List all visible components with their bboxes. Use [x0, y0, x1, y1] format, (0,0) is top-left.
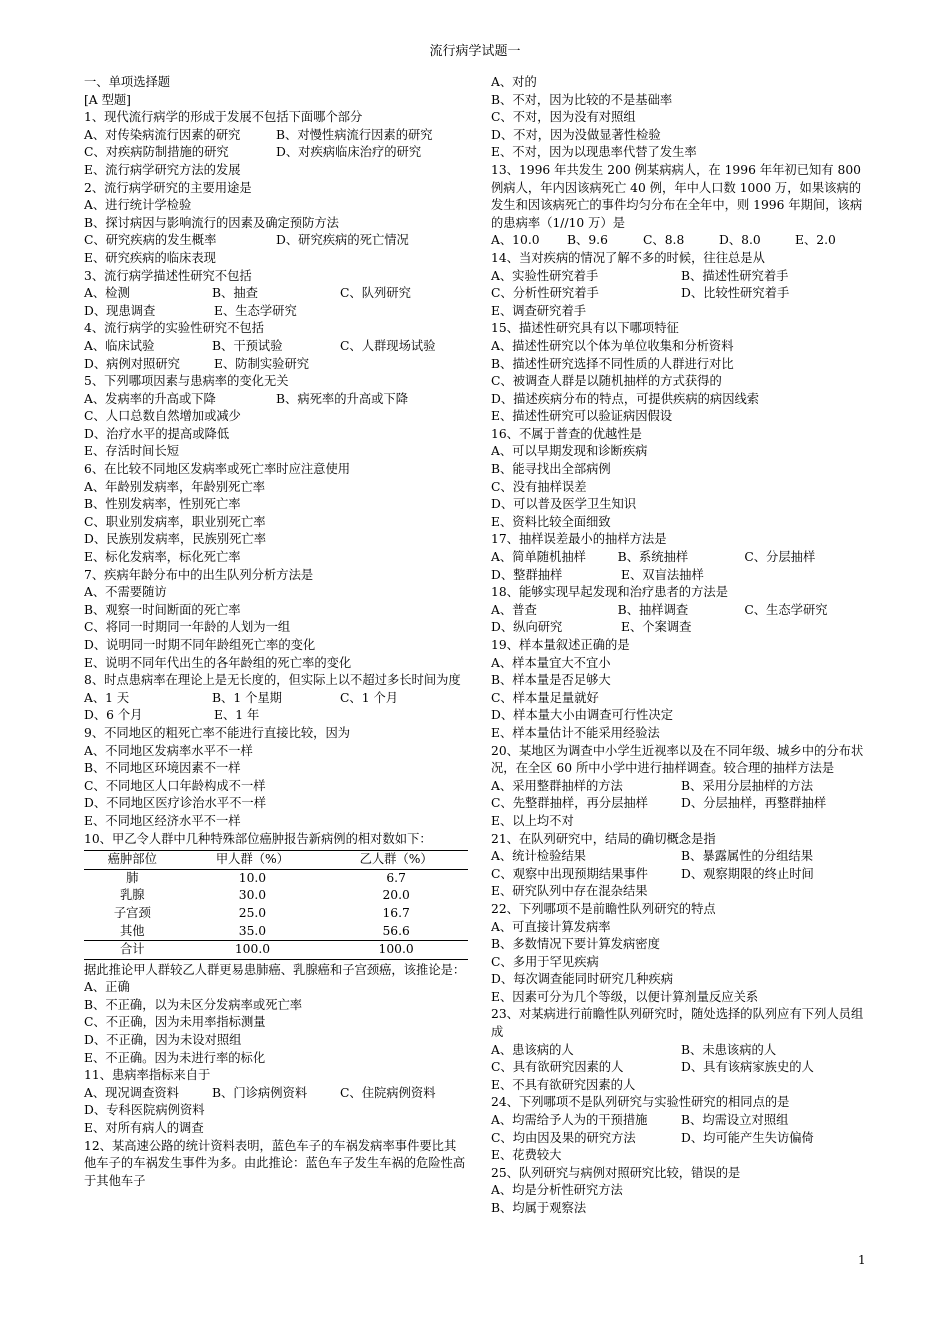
option: A、1 天 [84, 690, 130, 705]
table-cell: 100.0 [181, 941, 325, 960]
option: C、将同一时期同一年龄的人划为一组 [84, 620, 291, 635]
question-21: 21、在队列研究中，结局的确切概念是指 [491, 831, 716, 846]
option: A、现况调查资料 [84, 1085, 179, 1100]
option: E、资料比较全面细致 [491, 514, 611, 529]
option: C、人群现场试验 [340, 338, 436, 353]
option: E、防制实验研究 [214, 356, 310, 371]
option: D、治疗水平的提高或降低 [84, 426, 230, 441]
option: C、多用于罕见疾病 [491, 954, 599, 969]
table-cell: 6.7 [386, 870, 406, 885]
option: A、临床试验 [84, 338, 155, 353]
option: E、研究疾病的临床表现 [84, 250, 216, 265]
option: E、双盲法抽样 [621, 567, 704, 582]
option: B、门诊病例资料 [212, 1085, 308, 1100]
option: E、2.0 [795, 233, 836, 248]
option: D、说明同一时期不同年龄组死亡率的变化 [84, 638, 316, 652]
option: D、病例对照研究 [84, 356, 180, 371]
question-22: 22、下列哪项不是前瞻性队列研究的特点 [491, 901, 716, 916]
option: E、对所有病人的调查 [84, 1121, 204, 1136]
option: C、研究疾病的发生概率 [84, 233, 217, 248]
option: C、住院病例资料 [340, 1085, 436, 1100]
option: B、性别发病率，性别死亡率 [84, 497, 241, 512]
question-7: 7、疾病年龄分布中的出生队列分析方法是 [84, 567, 314, 582]
option: A、可以早期发现和诊断疾病 [491, 444, 648, 459]
section-heading: 一、单项选择题 [84, 75, 171, 89]
question-23-options-cd [491, 1059, 871, 1077]
option: C、8.8 [643, 233, 685, 248]
option: E、不正确。因为未进行率的标化 [84, 1050, 266, 1065]
table-row [84, 869, 468, 887]
question-3-options [84, 285, 468, 303]
question-20-options-cd [491, 795, 871, 813]
page-number: 1 [858, 1253, 866, 1267]
option: E、以上均不对 [491, 813, 574, 828]
option: D、每次调查能同时研究几种疾病 [491, 972, 674, 987]
option: A、患该病的人 [491, 1042, 574, 1057]
question-11-options [84, 1085, 468, 1103]
option: D、样本量大小由调查可行性决定 [491, 708, 674, 723]
option: E、标化发病率，标化死亡率 [84, 550, 241, 565]
question-8-options [84, 690, 468, 708]
option: A、正确 [84, 980, 130, 995]
option: B、系统抽样 [617, 550, 689, 565]
question-4-options-de [84, 356, 468, 374]
table-row [84, 887, 468, 905]
question-3: 3、流行病学描述性研究不包括 [84, 268, 252, 283]
option: B、抽样调查 [617, 602, 689, 617]
question-19: 19、样本量叙述正确的是 [491, 638, 630, 652]
option: B、探讨病因与影响流行的因素及确定预防方法 [84, 215, 339, 230]
option: E、个案调查 [621, 620, 692, 635]
option: C、分层抽样 [744, 550, 816, 565]
question-20: 20、某地区为调查中小学生近视率以及在不同年级、城乡中的分布状况，在全区 60 所中小学中进行抽样调查。较合理的抽样方法是 [491, 743, 864, 776]
question-17: 17、抽样误差最小的抽样方法是 [491, 532, 667, 547]
option: B、干预试验 [212, 338, 283, 353]
question-4: 4、流行病学的实验性研究不包括 [84, 321, 264, 336]
table-cell: 16.7 [382, 905, 410, 920]
table-cell: 肺 [126, 870, 139, 885]
option: C、样本量足量就好 [491, 690, 599, 705]
option: B、对慢性病流行因素的研究 [276, 127, 433, 142]
option: C、观察中出现预期结果事件 [491, 866, 648, 881]
question-5-options-ab [84, 391, 468, 409]
question-5: 5、下列哪项因素与患病率的变化无关 [84, 374, 289, 389]
option: C、不正确，因为未用率指标测量 [84, 1015, 266, 1030]
question-13: 13、1996 年共发生 200 例某病病人，在 1996 年年初已知有 800 例病人，年内因该病死亡 40 例，年中人口数 1000 万，如果该病的发生和因该病死亡的事件均匀分布在全年中，则 1996 年期间，该病的患病率（1//10 万）是 [491, 162, 863, 230]
option: D、均可能产生失访偏倚 [681, 1130, 814, 1145]
table-cell: 其他 [120, 923, 145, 938]
option: A、描述性研究以个体为单位收集和分析资料 [491, 338, 734, 353]
question-18-options [491, 602, 871, 620]
table-row [84, 905, 468, 923]
table-cell: 30.0 [238, 888, 267, 903]
question-14: 14、当对疾病的情况了解不多的时候，往往总是从 [491, 250, 765, 265]
left-column [84, 74, 468, 1190]
question-20-options-ab [491, 778, 871, 796]
option: C、先整群抽样，再分层抽样 [491, 796, 648, 811]
option: A、检测 [84, 286, 130, 301]
table-cell: 合计 [84, 941, 181, 960]
option: C、1 个月 [340, 690, 399, 705]
question-21-options-ab [491, 848, 871, 866]
option: D、描述疾病分布的特点，可提供疾病的病因线索 [491, 391, 760, 406]
option: A、均是分析性研究方法 [491, 1183, 623, 1198]
option: E、花费较大 [491, 1148, 562, 1163]
question-1-options-cd [84, 144, 468, 162]
column-header: 乙人群（%） [324, 851, 468, 870]
option: B、描述性研究着手 [681, 268, 789, 283]
question-type: [A 型题] [84, 92, 131, 107]
option: C、队列研究 [340, 286, 411, 301]
option: B、不对，因为比较的不是基础率 [491, 92, 673, 107]
option: B、均需设立对照组 [681, 1113, 789, 1128]
option: B、抽查 [212, 286, 258, 301]
question-2: 2、流行病学研究的主要用途是 [84, 180, 252, 195]
question-6: 6、在比较不同地区发病率或死亡率时应注意使用 [84, 462, 351, 477]
table-cell: 25.0 [238, 905, 267, 920]
option: D、不同地区医疗诊治水平不一样 [84, 796, 267, 811]
option: B、不同地区环境因素不一样 [84, 761, 241, 776]
table-row [84, 923, 468, 941]
table-header [84, 851, 468, 870]
option: E、因素可分为几个等级，以便计算剂量反应关系 [491, 989, 759, 1004]
question-1-options-ab [84, 127, 468, 145]
table-cell: 乳腺 [120, 888, 145, 903]
question-23-options-ab [491, 1042, 871, 1060]
question-10-inference: 据此推论甲人群较乙人群更易患肺癌、乳腺癌和子宫颈癌，该推论是： [84, 962, 466, 977]
option: D、整群抽样 [491, 567, 563, 582]
option: D、专科医院病例资料 [84, 1103, 205, 1118]
option: D、分层抽样，再整群抽样 [681, 796, 827, 811]
option: E、样本量估计不能采用经验法 [491, 725, 660, 740]
question-10: 10、甲乙令人群中几种特殊部位癌肿报告新病例的相对数如下： [84, 831, 432, 846]
option: E、1 年 [214, 708, 260, 723]
option: C、不对，因为没有对照组 [491, 110, 636, 125]
question-16: 16、不属于普查的优越性是 [491, 426, 642, 441]
option: C、分析性研究着手 [491, 286, 599, 301]
question-23: 23、对某病进行前瞻性队列研究时，随处选择的队列应有下列人员组成 [491, 1007, 864, 1040]
option: D、研究疾病的死亡情况 [276, 233, 409, 248]
question-24: 24、下列哪项不是队列研究与实验性研究的相同点的是 [491, 1095, 790, 1110]
option: A、年龄别发病率，年龄别死亡率 [84, 479, 266, 494]
option: D、6 个月 [84, 708, 143, 723]
column-header: 甲人群（%） [181, 851, 325, 870]
option: D、具有该病家族史的人 [681, 1060, 814, 1075]
question-24-options-cd [491, 1130, 871, 1148]
option: C、人口总数自然增加或减少 [84, 409, 241, 424]
option: B、未患该病的人 [681, 1042, 777, 1057]
option: D、民族别发病率，民族别死亡率 [84, 532, 267, 547]
option: B、1 个星期 [212, 690, 282, 705]
option: A、简单随机抽样 [491, 550, 586, 565]
option: D、现患调查 [84, 303, 156, 318]
option: B、暴露属性的分组结果 [681, 849, 814, 864]
table-cell: 100.0 [324, 941, 468, 960]
option: B、9.6 [567, 233, 608, 248]
question-3-options-de [84, 303, 468, 321]
question-2-options-cd [84, 232, 468, 250]
option: E、说明不同年代出生的各年龄组的死亡率的变化 [84, 655, 352, 670]
option: B、不正确，以为未区分发病率或死亡率 [84, 997, 303, 1012]
option: B、采用分层抽样的方法 [681, 778, 814, 793]
option: C、均由因及果的研究方法 [491, 1130, 636, 1145]
option: C、具有欲研究因素的人 [491, 1060, 624, 1075]
option: D、纵向研究 [491, 620, 563, 635]
option: E、描述性研究可以验证病因假设 [491, 409, 673, 424]
option: D、不对，因为没做显著性检验 [491, 127, 661, 142]
option: E、生态学研究 [214, 303, 297, 318]
option: B、均属于观察法 [491, 1201, 587, 1215]
option: E、流行病学研究方法的发展 [84, 162, 241, 177]
question-11: 11、患病率指标来自于 [84, 1068, 211, 1083]
option: D、8.0 [719, 233, 761, 248]
table-cell: 35.0 [238, 923, 267, 938]
option: C、没有抽样误差 [491, 479, 587, 494]
option: C、对疾病防制措施的研究 [84, 145, 229, 160]
option: A、不需要随访 [84, 585, 167, 600]
option: A、不同地区发病率水平不一样 [84, 743, 253, 758]
option: A、实验性研究着手 [491, 268, 599, 283]
question-15: 15、描述性研究具有以下哪项特征 [491, 321, 679, 336]
option: A、对的 [491, 75, 537, 89]
table-cell: 20.0 [382, 888, 410, 903]
option: D、对疾病临床治疗的研究 [276, 145, 422, 160]
question-24-options-ab [491, 1112, 871, 1130]
page-title: 流行病学试题一 [429, 44, 521, 59]
question-8-options-de [84, 707, 468, 725]
option: A、可直接计算发病率 [491, 919, 611, 934]
option: B、描述性研究选择不同性质的人群进行对比 [491, 356, 734, 371]
column-header: 癌肿部位 [84, 851, 181, 870]
right-column [491, 74, 871, 1218]
option: A、进行统计学检验 [84, 198, 192, 213]
question-25: 25、队列研究与病例对照研究比较，错误的是 [491, 1165, 741, 1180]
option: C、不同地区人口年龄构成不一样 [84, 778, 266, 793]
option: B、病死率的升高或下降 [276, 391, 409, 406]
option: A、样本量宜大不宜小 [491, 655, 611, 670]
option: A、采用整群抽样的方法 [491, 778, 623, 793]
question-18-options-de [491, 619, 871, 637]
question-9: 9、不同地区的粗死亡率不能进行直接比较，因为 [84, 725, 351, 740]
question-18: 18、能够实现早起发现和治疗患者的方法是 [491, 585, 728, 600]
question-14-options-cd [491, 285, 871, 303]
question-1: 1、现代流行病学的形成于发展不包括下面哪个部分 [84, 110, 363, 125]
option: A、10.0 [491, 233, 540, 248]
option: C、被调查人群是以随机抽样的方式获得的 [491, 374, 722, 389]
option: B、样本量是否足够大 [491, 673, 611, 688]
table-cell: 10.0 [238, 870, 267, 885]
option: D、观察期限的终止时间 [681, 866, 814, 881]
option: A、普查 [491, 602, 537, 617]
option: B、观察一时间断面的死亡率 [84, 602, 241, 617]
option: E、不同地区经济水平不一样 [84, 813, 241, 828]
question-13-options [491, 232, 871, 250]
option: E、研究队列中存在混杂结果 [491, 884, 648, 899]
table-total-row [84, 941, 468, 960]
question-12: 12、某高速公路的统计资料表明，蓝色车子的车祸发病率事件要比其他车子的车祸发生事件为多。由此推论：蓝色车子发生车祸的危险性高于其他车子 [84, 1138, 466, 1188]
option: E、不具有欲研究因素的人 [491, 1077, 636, 1092]
question-14-options-ab [491, 268, 871, 286]
table-cell: 子宫颈 [113, 905, 151, 920]
table-cell: 56.6 [382, 923, 410, 938]
option: E、不对，因为以现患率代替了发生率 [491, 145, 697, 160]
option: A、发病率的升高或下降 [84, 391, 216, 406]
option: A、对传染病流行因素的研究 [84, 127, 241, 142]
option: B、多数情况下要计算发病密度 [491, 937, 660, 952]
question-17-options-de [491, 567, 871, 585]
option: B、能寻找出全部病例 [491, 462, 611, 477]
option: A、统计检验结果 [491, 849, 586, 864]
option: E、调查研究着手 [491, 303, 587, 318]
option: D、不正确，因为未设对照组 [84, 1033, 242, 1048]
cancer-table [84, 850, 468, 960]
question-17-options [491, 549, 871, 567]
option: D、比较性研究着手 [681, 286, 790, 301]
question-8: 8、时点患病率在理论上是无长度的，但实际上以不超过多长时间为度 [84, 673, 461, 688]
option: C、职业别发病率，职业别死亡率 [84, 514, 266, 529]
question-21-options-cd [491, 866, 871, 884]
option: E、存活时间长短 [84, 444, 180, 459]
option: C、生态学研究 [744, 602, 828, 617]
question-4-options [84, 338, 468, 356]
option: A、均需给予人为的干预措施 [491, 1113, 648, 1128]
option: D、可以普及医学卫生知识 [491, 497, 637, 512]
